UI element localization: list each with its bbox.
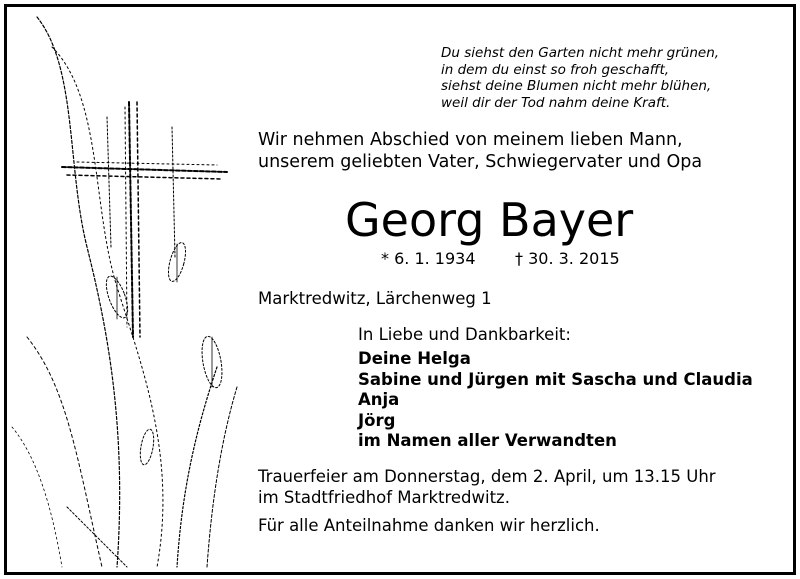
family-member: Deine Helga — [358, 349, 471, 368]
poem-line: weil dir der Tod nahm deine Kraft. — [441, 94, 671, 111]
family-member: Sabine und Jürgen mit Sascha und Claudia — [358, 369, 753, 389]
birth-date: * 6. 1. 1934 — [381, 249, 476, 268]
death-date: † 30. 3. 2015 — [515, 249, 620, 268]
intro-text — [258, 129, 778, 173]
funeral-line: Trauerfeier am Donnerstag, dem 2. April, um 13.15 Uhr — [258, 467, 716, 486]
obituary-card — [4, 4, 796, 575]
deceased-name: Georg Bayer — [345, 193, 634, 247]
residence: Marktredwitz, Lärchenweg 1 — [258, 289, 492, 308]
cross-with-wheat-icon — [7, 7, 247, 572]
poem-line: Du siehst den Garten nicht mehr grünen, — [441, 45, 720, 61]
poem-line: in dem du einst so froh geschafft, — [441, 61, 670, 78]
family-list — [358, 349, 753, 452]
family-member: Anja — [358, 390, 400, 409]
poem-line: siehst deine Blumen nicht mehr blühen, — [441, 78, 712, 94]
intro-line: unserem geliebten Vater, Schwiegervater und Opa — [258, 152, 703, 172]
poem — [441, 45, 781, 111]
funeral-line: im Stadtfriedhof Marktredwitz. — [258, 487, 510, 507]
family-member: im Namen aller Verwandten — [358, 431, 617, 450]
thanks-line: Für alle Anteilnahme danken wir herzlich. — [258, 516, 600, 535]
mourning-line: In Liebe und Dankbarkeit: — [358, 325, 571, 344]
intro-line: Wir nehmen Abschied von meinem lieben Mann, — [258, 130, 683, 150]
funeral-info — [258, 467, 716, 508]
family-member: Jörg — [358, 410, 396, 430]
